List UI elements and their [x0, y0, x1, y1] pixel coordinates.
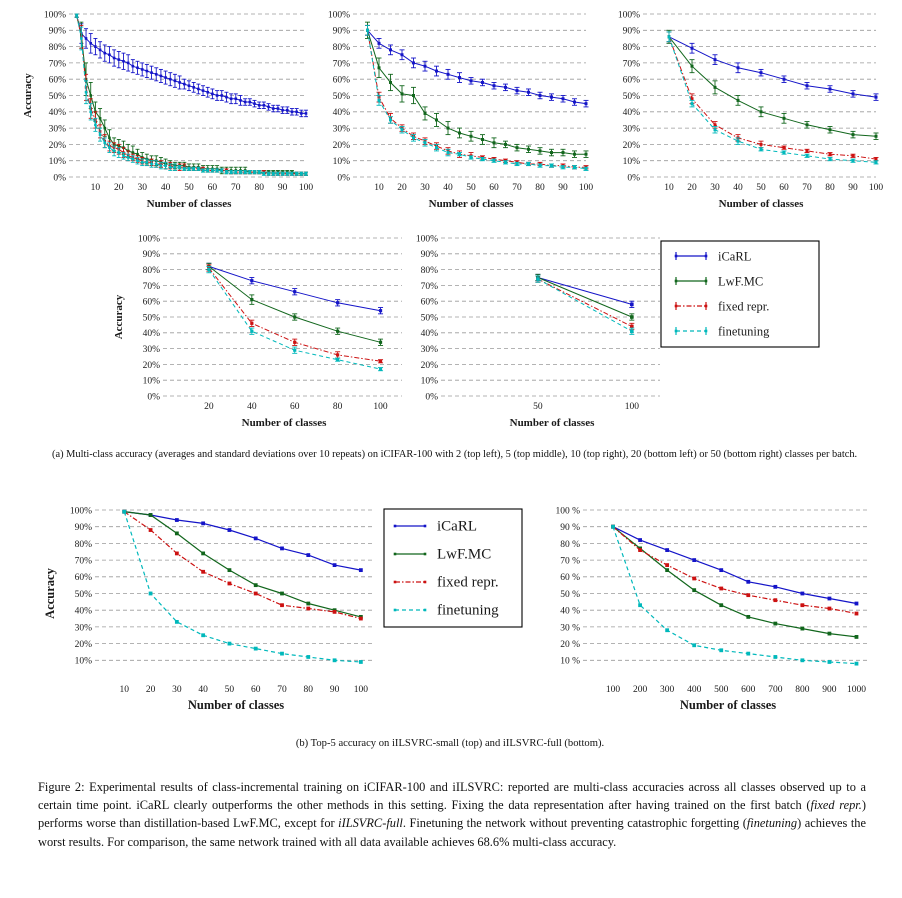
svg-text:40%: 40% [142, 329, 160, 340]
svg-text:800: 800 [795, 685, 810, 695]
svg-text:20 %: 20 % [560, 640, 580, 650]
svg-text:Accuracy: Accuracy [43, 568, 57, 619]
svg-text:100: 100 [578, 183, 594, 193]
svg-text:10%: 10% [420, 376, 438, 387]
svg-text:0%: 0% [627, 173, 640, 184]
svg-text:90: 90 [277, 183, 288, 193]
svg-text:80: 80 [303, 685, 314, 695]
chart-cifar-10 [604, 4, 882, 219]
svg-text:20%: 20% [420, 360, 438, 371]
svg-text:60: 60 [489, 183, 499, 193]
svg-text:40%: 40% [48, 108, 66, 119]
svg-text:100%: 100% [69, 506, 92, 517]
svg-text:20%: 20% [74, 640, 92, 650]
svg-text:100: 100 [624, 402, 639, 412]
svg-text:50: 50 [184, 183, 194, 193]
chart-svg-ilsvrc-full [528, 498, 878, 723]
chart-cifar-50 [400, 228, 670, 438]
svg-text:100: 100 [353, 685, 368, 695]
svg-text:20: 20 [145, 685, 156, 695]
svg-text:100: 100 [373, 402, 388, 412]
svg-text:60%: 60% [74, 573, 92, 584]
svg-text:40%: 40% [420, 329, 438, 340]
svg-text:0%: 0% [337, 173, 350, 184]
svg-text:iCaRL: iCaRL [437, 518, 477, 535]
svg-text:100: 100 [605, 685, 621, 695]
svg-text:20%: 20% [48, 140, 66, 151]
svg-text:60%: 60% [622, 75, 640, 86]
chart-cifar-2 [22, 4, 312, 219]
svg-text:10 %: 10 % [560, 656, 580, 667]
svg-text:70%: 70% [622, 59, 640, 70]
svg-text:50%: 50% [332, 91, 350, 102]
svg-text:30 %: 30 % [560, 623, 580, 634]
svg-text:80: 80 [254, 183, 264, 193]
svg-text:80%: 80% [622, 43, 640, 53]
svg-text:70%: 70% [48, 59, 66, 70]
chart-svg-cifar-10 [604, 4, 882, 219]
svg-text:40: 40 [247, 402, 257, 412]
svg-text:90%: 90% [420, 250, 438, 261]
svg-text:Number of classes: Number of classes [187, 698, 285, 712]
chart-cifar-5 [314, 4, 592, 219]
chart-svg-ilsvrc-small [42, 498, 382, 723]
svg-text:50%: 50% [74, 589, 92, 600]
svg-text:60%: 60% [48, 75, 66, 86]
caption-b: (b) Top-5 accuracy on iILSVRC-small (top) and iILSVRC-full (bottom). [295, 738, 605, 749]
svg-text:70%: 70% [420, 281, 438, 292]
svg-text:fixed repr.: fixed repr. [437, 574, 499, 591]
svg-text:10%: 10% [48, 157, 66, 168]
svg-text:60: 60 [779, 183, 789, 193]
caption-a: (a) Multi-class accuracy (averages and standard deviations over 10 repeats) on iCIFAR-100 with 2 (top left), 5 (top middle), 10 (top right), 20 (bottom left) or 50 (bottom right) classes per batch. [52, 449, 858, 460]
svg-text:50%: 50% [48, 91, 66, 102]
svg-text:50: 50 [224, 685, 235, 695]
svg-text:90: 90 [329, 685, 340, 695]
svg-text:LwF.MC: LwF.MC [718, 274, 764, 289]
svg-text:50 %: 50 % [560, 589, 580, 600]
svg-text:60%: 60% [332, 75, 350, 86]
svg-text:500: 500 [714, 685, 729, 695]
svg-text:80: 80 [535, 183, 545, 193]
svg-text:fixed repr.: fixed repr. [718, 299, 770, 314]
svg-text:60: 60 [207, 183, 218, 193]
svg-text:60%: 60% [420, 297, 438, 308]
svg-text:70 %: 70 % [560, 556, 580, 567]
svg-text:40: 40 [198, 685, 208, 695]
svg-text:60: 60 [250, 685, 261, 695]
legend-cifar [660, 240, 820, 348]
svg-text:20: 20 [687, 183, 697, 193]
svg-text:80%: 80% [74, 539, 92, 550]
svg-text:40: 40 [443, 183, 453, 193]
svg-text:90%: 90% [332, 26, 350, 37]
svg-text:30: 30 [420, 183, 430, 193]
svg-text:20: 20 [397, 183, 407, 193]
svg-text:70: 70 [802, 183, 812, 193]
svg-text:70%: 70% [332, 59, 350, 70]
figure-caption-label: Figure 2: [38, 780, 85, 794]
svg-text:30%: 30% [622, 124, 640, 135]
svg-text:100%: 100% [327, 10, 350, 21]
svg-text:80%: 80% [142, 266, 160, 276]
svg-text:90 %: 90 % [560, 523, 580, 534]
figure-caption-body: Experimental results of class-incremental training on iCIFAR-100 and iILSVRC: reported are multi-class accuracies across all classes observed up to a certain time point. iCaRL clearly outperforms the other methods in this setting. Fixing the data representation after having trained on the first batch (fixed repr.) performs worse than distillation-based LwF.MC, except for iILSVRC-full. Finetuning the network without preventing catastrophic forgetting (finetuning) achieves the worst results. For comparison, the same network trained with all data available achieves 68.6% multi-class accuracy. [38, 780, 866, 849]
svg-text:100: 100 [298, 183, 314, 193]
svg-text:Number of classes: Number of classes [428, 198, 514, 210]
svg-text:Number of classes: Number of classes [509, 417, 595, 429]
svg-text:80: 80 [332, 402, 343, 412]
figure-caption [38, 778, 866, 851]
svg-text:70%: 70% [142, 281, 160, 292]
svg-text:100: 100 [868, 183, 884, 193]
svg-text:40%: 40% [622, 108, 640, 119]
chart-svg-cifar-20 [110, 228, 410, 438]
svg-text:100 %: 100 % [555, 506, 580, 517]
svg-text:30%: 30% [74, 623, 92, 634]
svg-text:20%: 20% [142, 360, 160, 371]
svg-text:10%: 10% [622, 157, 640, 168]
svg-text:10%: 10% [142, 376, 160, 387]
svg-text:200: 200 [632, 685, 648, 695]
legend-svg-cifar [660, 240, 820, 348]
svg-text:80%: 80% [48, 43, 66, 53]
svg-text:50: 50 [533, 402, 543, 412]
svg-text:50%: 50% [420, 313, 438, 324]
svg-text:10: 10 [119, 685, 130, 695]
svg-text:10: 10 [664, 183, 674, 193]
svg-text:70%: 70% [74, 556, 92, 567]
legend-ilsvrc [383, 508, 523, 628]
chart-svg-cifar-2 [22, 4, 312, 219]
svg-text:60 %: 60 % [560, 573, 580, 584]
chart-ilsvrc-small [42, 498, 382, 723]
svg-text:30%: 30% [48, 124, 66, 135]
svg-text:70: 70 [277, 685, 287, 695]
chart-svg-cifar-50 [400, 228, 670, 438]
svg-text:0%: 0% [147, 392, 160, 403]
svg-text:Number of classes: Number of classes [679, 698, 777, 712]
chart-cifar-20 [110, 228, 410, 438]
chart-ilsvrc-full [528, 498, 878, 723]
svg-text:80 %: 80 % [560, 539, 580, 550]
svg-text:900: 900 [822, 685, 837, 695]
svg-text:80: 80 [825, 183, 835, 193]
legend-svg-ilsvrc [383, 508, 523, 628]
svg-text:20%: 20% [622, 140, 640, 151]
svg-text:40%: 40% [332, 108, 350, 119]
svg-text:70: 70 [512, 183, 522, 193]
svg-text:60: 60 [289, 402, 300, 412]
svg-text:LwF.MC: LwF.MC [437, 546, 492, 563]
svg-text:40: 40 [733, 183, 743, 193]
svg-text:iCaRL: iCaRL [718, 249, 752, 264]
svg-text:100%: 100% [43, 10, 66, 21]
svg-text:Accuracy: Accuracy [22, 73, 34, 118]
svg-text:30: 30 [710, 183, 720, 193]
chart-svg-cifar-5 [314, 4, 592, 219]
svg-text:1000: 1000 [846, 685, 866, 695]
svg-text:40: 40 [160, 183, 171, 193]
svg-text:30: 30 [172, 685, 182, 695]
svg-text:Number of classes: Number of classes [718, 198, 804, 210]
svg-text:40%: 40% [74, 606, 92, 617]
svg-text:10: 10 [90, 183, 101, 193]
svg-text:600: 600 [741, 685, 756, 695]
svg-text:20: 20 [114, 183, 124, 193]
svg-text:90%: 90% [142, 250, 160, 261]
svg-text:60%: 60% [142, 297, 160, 308]
svg-text:400: 400 [687, 685, 702, 695]
svg-text:50%: 50% [622, 91, 640, 102]
svg-text:90: 90 [848, 183, 858, 193]
svg-text:finetuning: finetuning [437, 602, 499, 619]
svg-text:50%: 50% [142, 313, 160, 324]
svg-text:0%: 0% [53, 173, 66, 184]
svg-text:30%: 30% [332, 124, 350, 135]
svg-text:70: 70 [231, 183, 241, 193]
svg-text:40 %: 40 % [560, 606, 580, 617]
svg-text:10%: 10% [74, 656, 92, 667]
svg-text:30%: 30% [142, 345, 160, 355]
svg-text:Number of classes: Number of classes [241, 417, 327, 429]
svg-text:90%: 90% [48, 26, 66, 37]
svg-text:30: 30 [137, 183, 147, 193]
svg-text:30%: 30% [420, 345, 438, 355]
svg-text:80%: 80% [332, 43, 350, 53]
svg-text:80%: 80% [420, 266, 438, 276]
svg-text:90%: 90% [622, 26, 640, 37]
svg-text:10: 10 [374, 183, 384, 193]
svg-text:90: 90 [558, 183, 568, 193]
svg-text:Number of classes: Number of classes [146, 198, 232, 210]
svg-text:10%: 10% [332, 157, 350, 168]
svg-text:100%: 100% [137, 234, 160, 245]
svg-text:50: 50 [756, 183, 766, 193]
svg-text:Accuracy: Accuracy [113, 294, 125, 340]
svg-text:90%: 90% [74, 523, 92, 534]
svg-text:300: 300 [660, 685, 675, 695]
svg-text:700: 700 [768, 685, 783, 695]
svg-text:finetuning: finetuning [718, 324, 770, 339]
svg-text:100%: 100% [617, 10, 640, 21]
svg-text:50: 50 [466, 183, 476, 193]
svg-text:0%: 0% [425, 392, 438, 403]
svg-text:20%: 20% [332, 140, 350, 151]
svg-text:20: 20 [204, 402, 214, 412]
svg-text:100%: 100% [415, 234, 438, 245]
